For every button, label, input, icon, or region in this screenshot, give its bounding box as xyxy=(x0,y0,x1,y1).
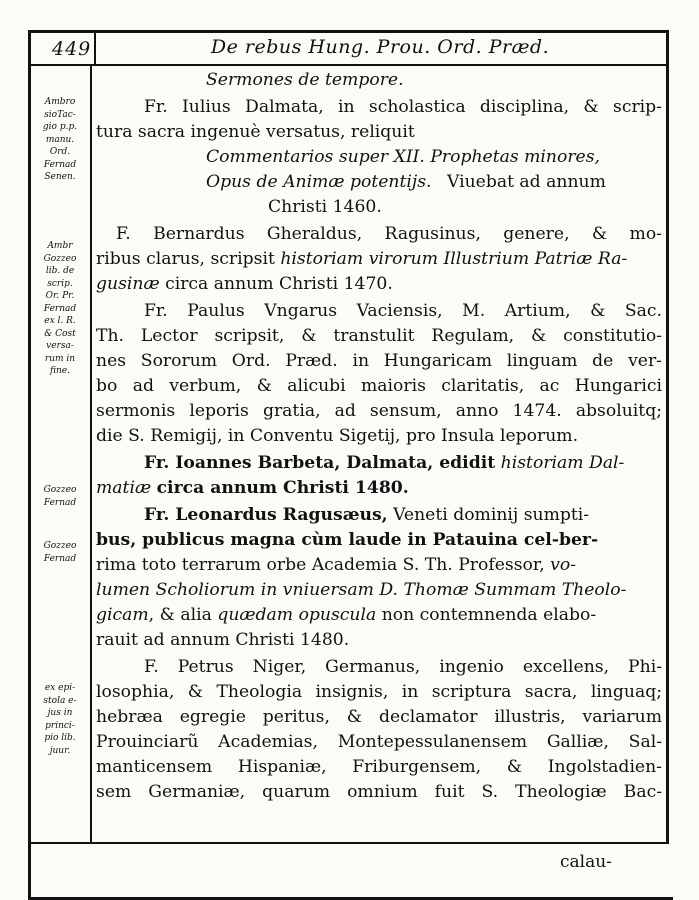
text-line: Fr. Iulius Dalmata, in scholastica disciplina, & scrip- xyxy=(144,97,662,117)
text-line: matiæ circa annum Christi 1480. xyxy=(96,478,409,498)
header-rule xyxy=(28,64,666,66)
top-rule xyxy=(28,30,666,33)
text-line: Opus de Animæ potentijs. Viuebat ad annum xyxy=(206,172,606,192)
text-line: Commentarios super XII. Prophetas minores, xyxy=(206,147,601,167)
text-line: Sermones de tempore. xyxy=(206,70,404,90)
text-line: Fr. Paulus Vngarus Vaciensis, M. Artium, & Sac. xyxy=(144,301,662,321)
text-line: Prouinciarũ Academias, Montepessulanensem Galliæ, Sal- xyxy=(96,732,662,752)
text-line: ribus clarus, scripsit historiam virorum Illustrium Patriæ Ra- xyxy=(96,249,628,269)
text-line: sem Germaniæ, quarum omnium fuit S. Theologiæ Bac- xyxy=(96,782,662,802)
page-number: 449 xyxy=(52,38,92,60)
text-line: manticensem Hispaniæ, Friburgensem, & Ingolstadien- xyxy=(96,757,662,777)
header-divider xyxy=(94,32,96,64)
text-line: die S. Remigij, in Conventu Sigetij, pro Insula leporum. xyxy=(96,426,579,446)
margin-note: Gozzeo Fernad xyxy=(43,485,77,508)
catchword: calau- xyxy=(560,852,612,872)
footer-rule xyxy=(28,842,666,844)
text-line: lumen Scholiorum in vniuersam D. Thomæ Summam Theolo- xyxy=(96,580,627,600)
text-line: hebræa egregie peritus, & declamator illustris, variarum xyxy=(96,707,662,727)
text-line: bo ad verbum, & alicubi maioris claritatis, ac Hungarici xyxy=(96,376,662,396)
text-line: Christi 1460. xyxy=(268,197,382,217)
text-line: F. Bernardus Gheraldus, Ragusinus, genere, & mo- xyxy=(116,224,662,244)
text-line: Fr. Ioannes Barbeta, Dalmata, edidit historiam Dal- xyxy=(144,453,625,473)
text-line: gusinæ circa annum Christi 1470. xyxy=(96,274,393,294)
margin-note: Ambr Gozzeo lib. de scrip. Or. Pr. Fernad ex l. R. & Cost versa- rum in fine. xyxy=(43,241,77,376)
text-line: gicam, & alia quædam opuscula non contemnenda elabo- xyxy=(96,605,597,625)
margin-note: ex epi- stola e- jus in princi- pio lib. juur. xyxy=(43,683,77,756)
margin-note: Gozzeo Fernad xyxy=(43,541,77,564)
text-line: rauit ad annum Christi 1480. xyxy=(96,630,350,650)
text-line: sermonis leporis gratia, ad sensum, anno 1474. absoluitq; xyxy=(96,401,662,421)
text-line: nes Sororum Ord. Præd. in Hungaricam linguam de ver- xyxy=(96,351,662,371)
text-line: Fr. Leonardus Ragusæus, Veneti dominij sumpti- xyxy=(144,505,590,525)
text-line: F. Petrus Niger, Germanus, ingenio excellens, Phi- xyxy=(144,657,662,677)
margin-divider xyxy=(90,64,92,842)
left-border xyxy=(28,30,31,900)
text-line: rima toto terrarum orbe Academia S. Th. Professor, vo- xyxy=(96,555,576,575)
running-head: De rebus Hung. Prou. Ord. Præd. xyxy=(210,36,550,58)
text-line: tura sacra ingenuè versatus, reliquit xyxy=(96,122,415,142)
right-border xyxy=(666,30,669,844)
margin-note: Ambro sioTac- gio p.p. manu. Ord. Fernad Senen. xyxy=(42,97,78,182)
text-line: losophia, & Theologia insignis, in scriptura sacra, linguaq; xyxy=(96,682,662,702)
text-line: bus, publicus magna cùm laude in Patauina cel-ber- xyxy=(96,530,599,550)
text-line: Th. Lector scripsit, & transtulit Regulam, & constitutio- xyxy=(96,326,662,346)
